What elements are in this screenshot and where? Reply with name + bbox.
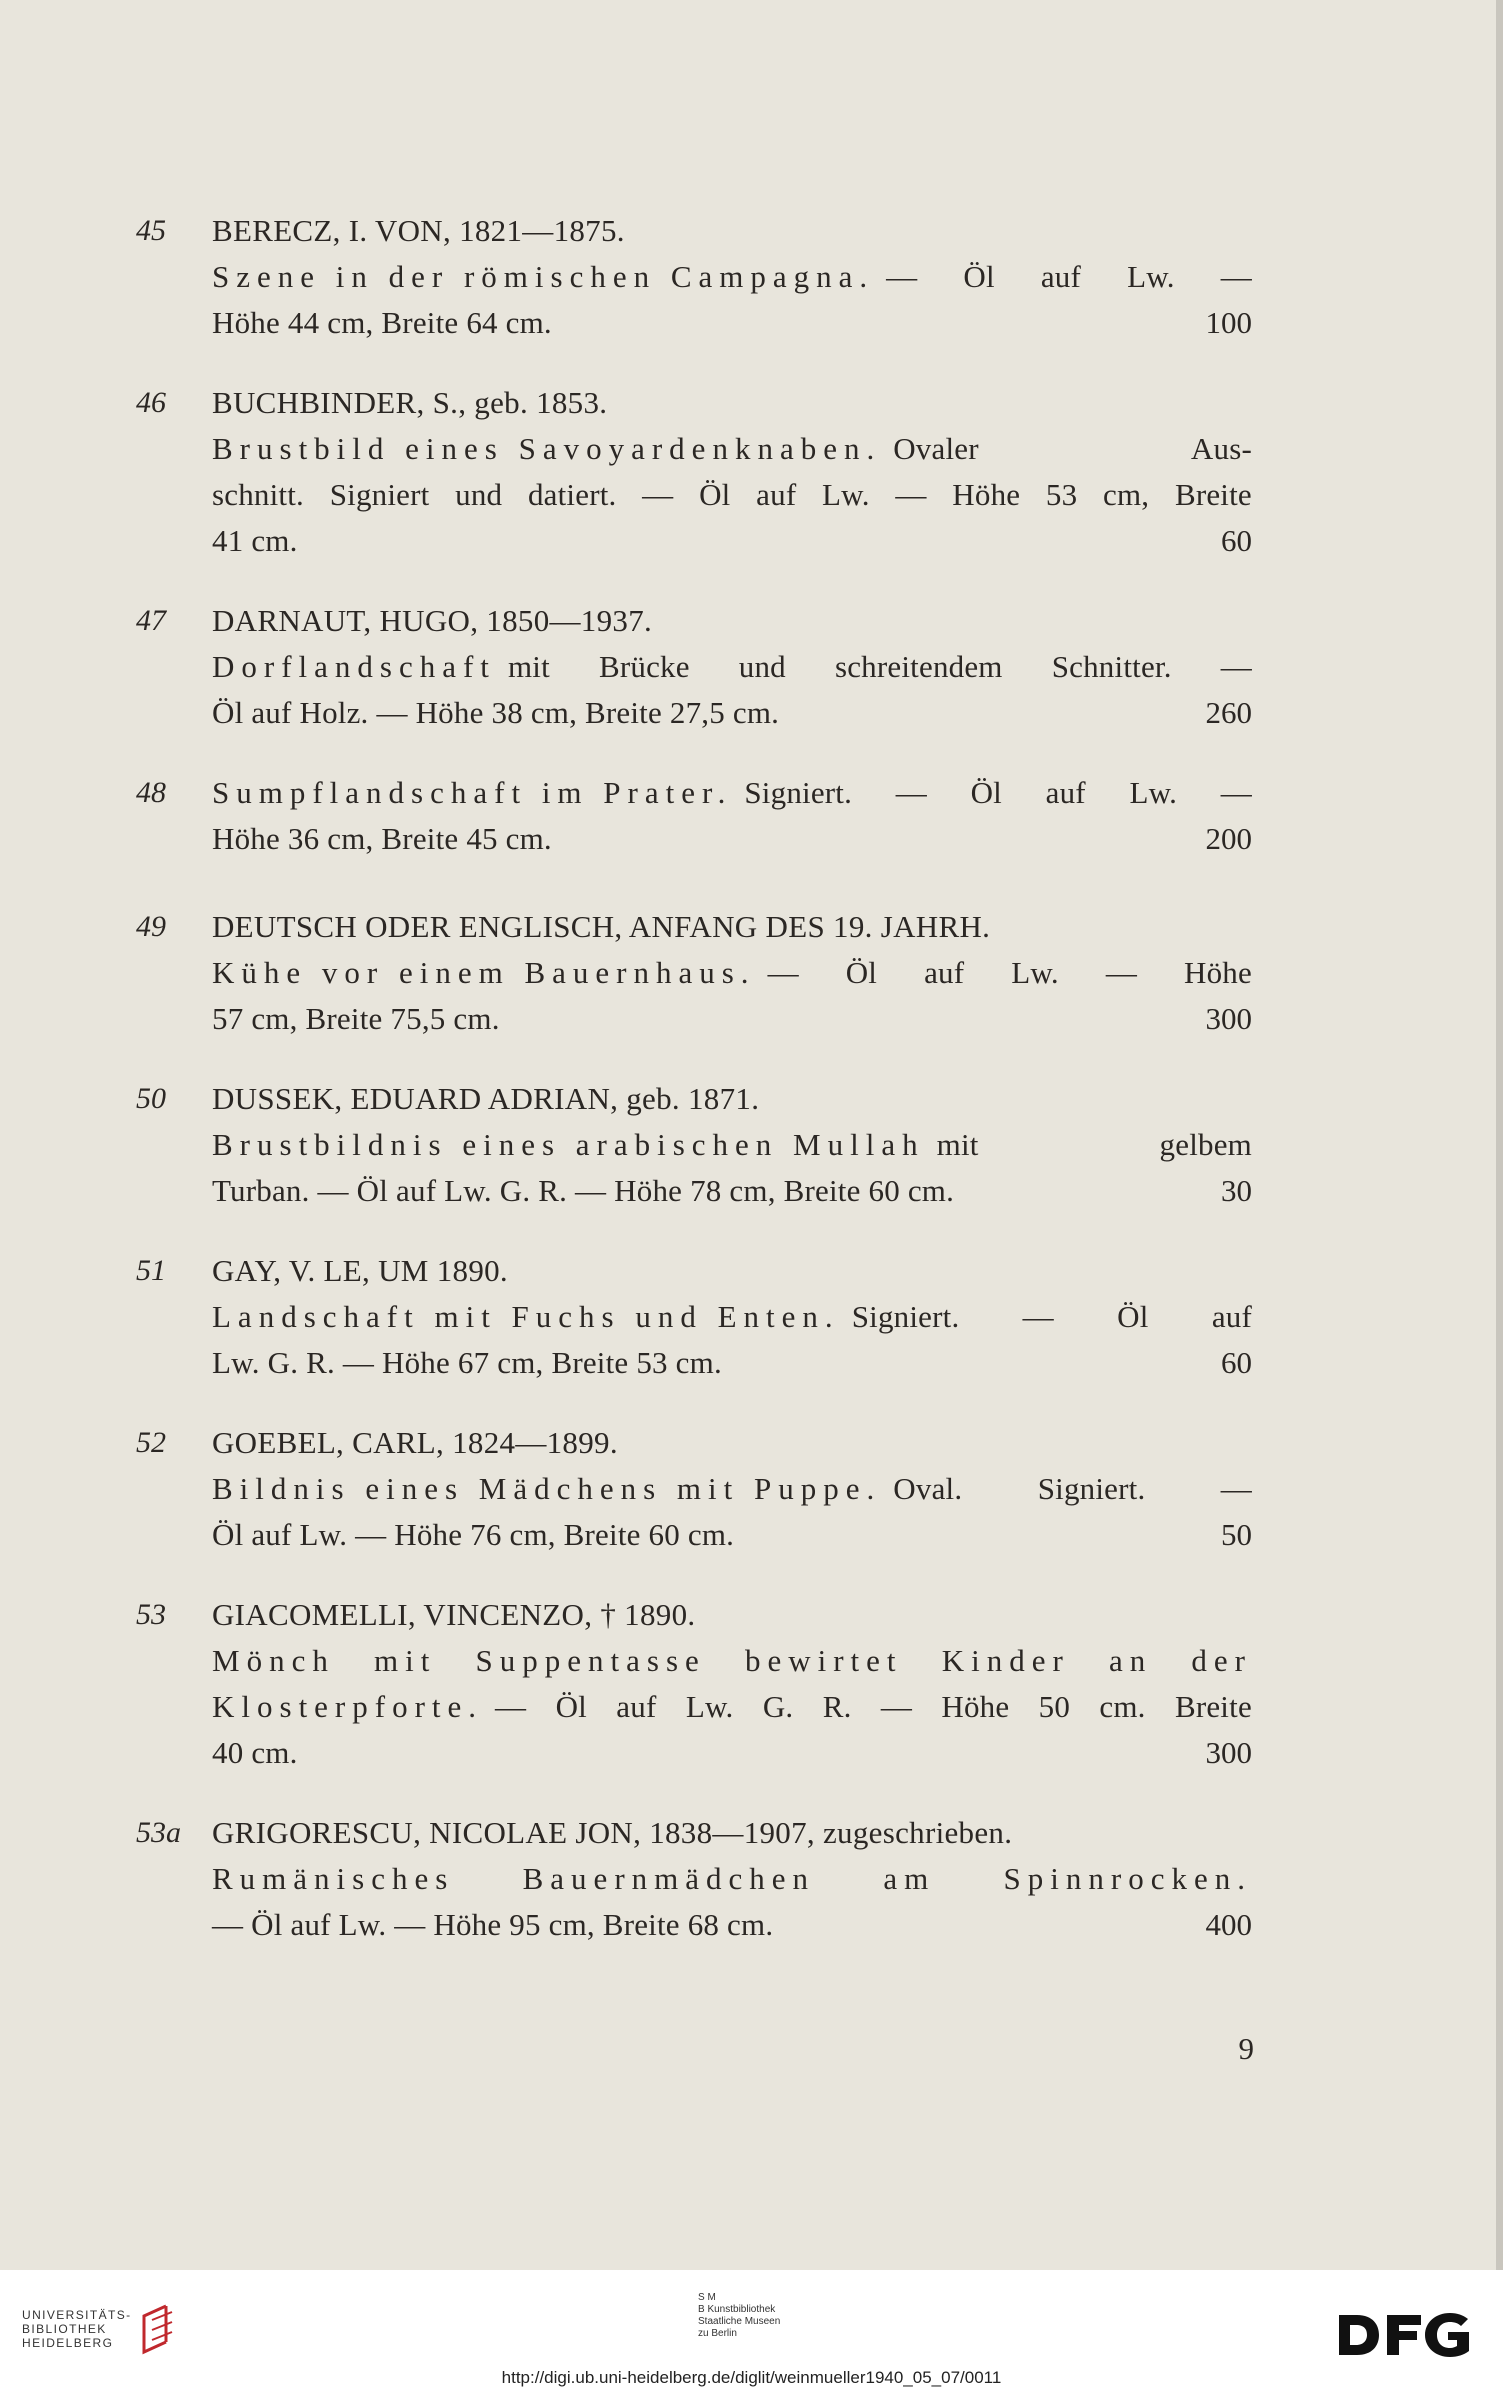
word: — (886, 259, 918, 294)
word: auf (616, 1689, 657, 1724)
word: Aus- (1190, 431, 1252, 466)
artwork-details-text (925, 1122, 1252, 1168)
word: cm. (1099, 1689, 1146, 1724)
word: Öl (963, 259, 995, 294)
estimate-price: 400 (1205, 1907, 1252, 1942)
artwork-title: Landschaft mit Fuchs und Enten. (212, 1299, 840, 1334)
entry-line (212, 1684, 1252, 1730)
word: Suppentasse (475, 1643, 706, 1678)
artwork-details (840, 1294, 1252, 1340)
entry-line (212, 996, 1252, 1042)
word: — (895, 477, 927, 512)
lot-number: 53 (136, 1598, 166, 1631)
word: an (1108, 1643, 1153, 1678)
artwork-title: Klosterpforte. (212, 1689, 484, 1724)
artwork-details-text (874, 254, 1252, 300)
artwork-details: 41 cm. (212, 523, 298, 558)
lot-number: 52 (136, 1426, 166, 1459)
entry-line (212, 644, 1252, 690)
entry-line (212, 816, 1252, 862)
word: und (738, 649, 786, 684)
artwork-details (496, 644, 1252, 690)
artwork-details (732, 770, 1252, 816)
entry-line (212, 254, 1252, 300)
word: Höhe (941, 1689, 1010, 1724)
word: — (642, 477, 674, 512)
word: Spinnrocken. (1003, 1861, 1252, 1896)
word: — (1220, 775, 1252, 810)
entry-line (212, 1902, 1252, 1948)
lot-number: 53a (136, 1816, 181, 1849)
word: Signiert (329, 477, 430, 512)
lot-number: 51 (136, 1254, 166, 1287)
artwork-details-text (483, 1684, 1252, 1730)
artist-heading: GIACOMELLI, VINCENZO, † 1890. (212, 1597, 696, 1632)
word: Ovaler (893, 431, 979, 466)
word: Höhe (1184, 955, 1252, 990)
artwork-details: Höhe 36 cm, Breite 45 cm. (212, 821, 552, 856)
word: Oval. (893, 1471, 963, 1506)
entry-line (212, 426, 1252, 472)
word: auf (1211, 1299, 1252, 1334)
entry-line (212, 690, 1252, 736)
artwork-title: Brustbild eines Savoyardenknaben. (212, 431, 882, 466)
artwork-details: Lw. G. R. — Höhe 67 cm, Breite 53 cm. (212, 1345, 722, 1380)
word: Lw. (1011, 955, 1059, 990)
source-url-link[interactable]: http://digi.ub.uni-heidelberg.de/diglit/weinmueller1940_05_07/0011 (501, 2368, 1002, 2387)
word: Kinder (941, 1643, 1070, 1678)
entry-line (212, 1638, 1252, 1684)
word: gelbem (1159, 1127, 1252, 1162)
word: — (1022, 1299, 1054, 1334)
artwork-details: Öl auf Holz. — Höhe 38 cm, Breite 27,5 cm. (212, 695, 780, 730)
entry-line (212, 1294, 1252, 1340)
estimate-price: 200 (1205, 821, 1252, 856)
word: Öl (970, 775, 1002, 810)
artwork-title (212, 1856, 1252, 1902)
page-edge (1496, 0, 1503, 2270)
word: 50 (1038, 1689, 1071, 1724)
library-line: HEIDELBERG (22, 2336, 114, 2350)
artist-heading: BERECZ, I. VON, 1821—1875. (212, 213, 625, 248)
artwork-details-text (756, 950, 1252, 996)
artwork-details (483, 1684, 1252, 1730)
artist-heading: DEUTSCH ODER ENGLISCH, ANFANG DES 19. JAHRH. (212, 909, 991, 944)
artwork-details: Öl auf Lw. — Höhe 76 cm, Breite 60 cm. (212, 1517, 735, 1552)
word: mit (936, 1127, 979, 1162)
artwork-details: Turban. — Öl auf Lw. G. R. — Höhe 78 cm, Breite 60 cm. (212, 1173, 955, 1208)
artwork-title: Brustbildnis eines arabischen Mullah (212, 1127, 925, 1162)
word: Signiert. (1037, 1471, 1146, 1506)
artwork-details (874, 254, 1252, 300)
word: schnitt. (212, 477, 305, 512)
lot-number: 47 (136, 604, 166, 637)
word: Lw. (685, 1689, 734, 1724)
artist-heading: GRIGORESCU, NICOLAE JON, 1838—1907, zugeschrieben. (212, 1815, 1013, 1850)
estimate-price: 260 (1205, 695, 1252, 730)
stamp-line: Staatliche Museen (698, 2316, 781, 2327)
word: cm, (1103, 477, 1150, 512)
word: Schnitter. (1051, 649, 1172, 684)
word: — (767, 955, 799, 990)
museum-stamp (698, 2292, 780, 2340)
word: mit (507, 649, 550, 684)
word: — (1220, 1471, 1252, 1506)
word: Öl (555, 1689, 587, 1724)
word: Höhe (952, 477, 1021, 512)
word: — (1220, 259, 1252, 294)
estimate-price: 60 (1221, 1345, 1252, 1380)
artwork-title: Bildnis eines Mädchens mit Puppe. (212, 1471, 882, 1506)
entry-line (212, 1466, 1252, 1512)
artwork-details (212, 472, 1252, 518)
artwork-title: Kühe vor einem Bauernhaus. (212, 955, 756, 990)
word: — (1220, 649, 1252, 684)
word: Öl (699, 477, 731, 512)
word: bewirtet (744, 1643, 903, 1678)
entry-line (212, 1340, 1252, 1386)
lot-number: 48 (136, 776, 166, 809)
word: schreitendem (834, 649, 1003, 684)
word: Mönch (212, 1643, 335, 1678)
word: Lw. (1129, 775, 1178, 810)
estimate-price: 60 (1221, 523, 1252, 558)
library-logo-icon[interactable] (136, 2302, 180, 2358)
word: Rumänisches (212, 1861, 455, 1896)
entry-line (212, 1512, 1252, 1558)
artist-heading: DUSSEK, EDUARD ADRIAN, geb. 1871. (212, 1081, 760, 1116)
word: Brücke (598, 649, 690, 684)
lot-number: 49 (136, 910, 166, 943)
artist-heading: GAY, V. LE, UM 1890. (212, 1253, 508, 1288)
word: Breite (1174, 1689, 1252, 1724)
estimate-price: 30 (1221, 1173, 1252, 1208)
artwork-title: Szene in der römischen Campagna. (212, 259, 875, 294)
word: — (895, 775, 927, 810)
word: der (1191, 1643, 1252, 1678)
artwork-title (212, 1638, 1252, 1684)
estimate-price: 50 (1221, 1517, 1252, 1552)
entry-line (212, 518, 1252, 564)
word: Öl (1117, 1299, 1149, 1334)
entry-line (212, 950, 1252, 996)
estimate-price: 300 (1205, 1001, 1252, 1036)
word: — (880, 1689, 913, 1724)
artwork-details (881, 1466, 1252, 1512)
word: — (495, 1689, 527, 1724)
artwork-details-text (840, 1294, 1252, 1340)
library-line: BIBLIOTHEK (22, 2322, 107, 2336)
artwork-details: Höhe 44 cm, Breite 64 cm. (212, 305, 552, 340)
word: am (883, 1861, 936, 1896)
estimate-price: 100 (1205, 305, 1252, 340)
entry-line (212, 300, 1252, 346)
entry-line (212, 1122, 1252, 1168)
word: — (1105, 955, 1138, 990)
estimate-price: 300 (1205, 1735, 1252, 1770)
artist-heading: DARNAUT, HUGO, 1850—1937. (212, 603, 653, 638)
entry-line (212, 770, 1252, 816)
artwork-details: 40 cm. (212, 1735, 298, 1770)
artist-heading: BUCHBINDER, S., geb. 1853. (212, 385, 608, 420)
word: mit (374, 1643, 437, 1678)
word: 53 (1045, 477, 1078, 512)
artwork-details: 57 cm, Breite 75,5 cm. (212, 1001, 500, 1036)
artwork-details-text (496, 644, 1252, 690)
university-library-label[interactable] (22, 2308, 132, 2350)
artwork-details (756, 950, 1252, 996)
word: G. (762, 1689, 794, 1724)
lot-number: 46 (136, 386, 166, 419)
artwork-title: Sumpflandschaft im Prater. (212, 775, 733, 810)
artwork-details-text (881, 1466, 1252, 1512)
word: Signiert. (744, 775, 853, 810)
artwork-details (925, 1122, 1252, 1168)
word: Öl (845, 955, 878, 990)
stamp-line: S M (698, 2292, 716, 2303)
page-number: 9 (1238, 2031, 1254, 2066)
dfg-logo-icon[interactable] (1335, 2312, 1481, 2358)
word: Lw. (1127, 259, 1175, 294)
artwork-details (881, 426, 1252, 472)
word: auf (924, 955, 965, 990)
word: auf (756, 477, 797, 512)
word: datiert. (527, 477, 617, 512)
artwork-details-text (881, 426, 1252, 472)
entry-line (212, 472, 1252, 518)
word: Bauernmädchen (522, 1861, 816, 1896)
artwork-details-text (732, 770, 1252, 816)
word: Breite (1174, 477, 1252, 512)
word: Lw. (822, 477, 870, 512)
lot-number: 50 (136, 1082, 166, 1115)
word: Signiert. (851, 1299, 960, 1334)
stamp-line: zu Berlin (698, 2328, 737, 2339)
word: und (455, 477, 503, 512)
library-line: UNIVERSITÄTS- (22, 2308, 132, 2322)
artwork-details: — Öl auf Lw. — Höhe 95 cm, Breite 68 cm. (212, 1907, 774, 1942)
word: R. (822, 1689, 852, 1724)
entry-line (212, 1856, 1252, 1902)
word: auf (1040, 259, 1082, 294)
artwork-title: Dorflandschaft (212, 649, 496, 684)
word: auf (1045, 775, 1086, 810)
stamp-line: B Kunstbibliothek (698, 2304, 776, 2315)
entry-line (212, 1168, 1252, 1214)
lot-number: 45 (136, 214, 166, 247)
entry-line (212, 1730, 1252, 1776)
artist-heading: GOEBEL, CARL, 1824—1899. (212, 1425, 618, 1460)
